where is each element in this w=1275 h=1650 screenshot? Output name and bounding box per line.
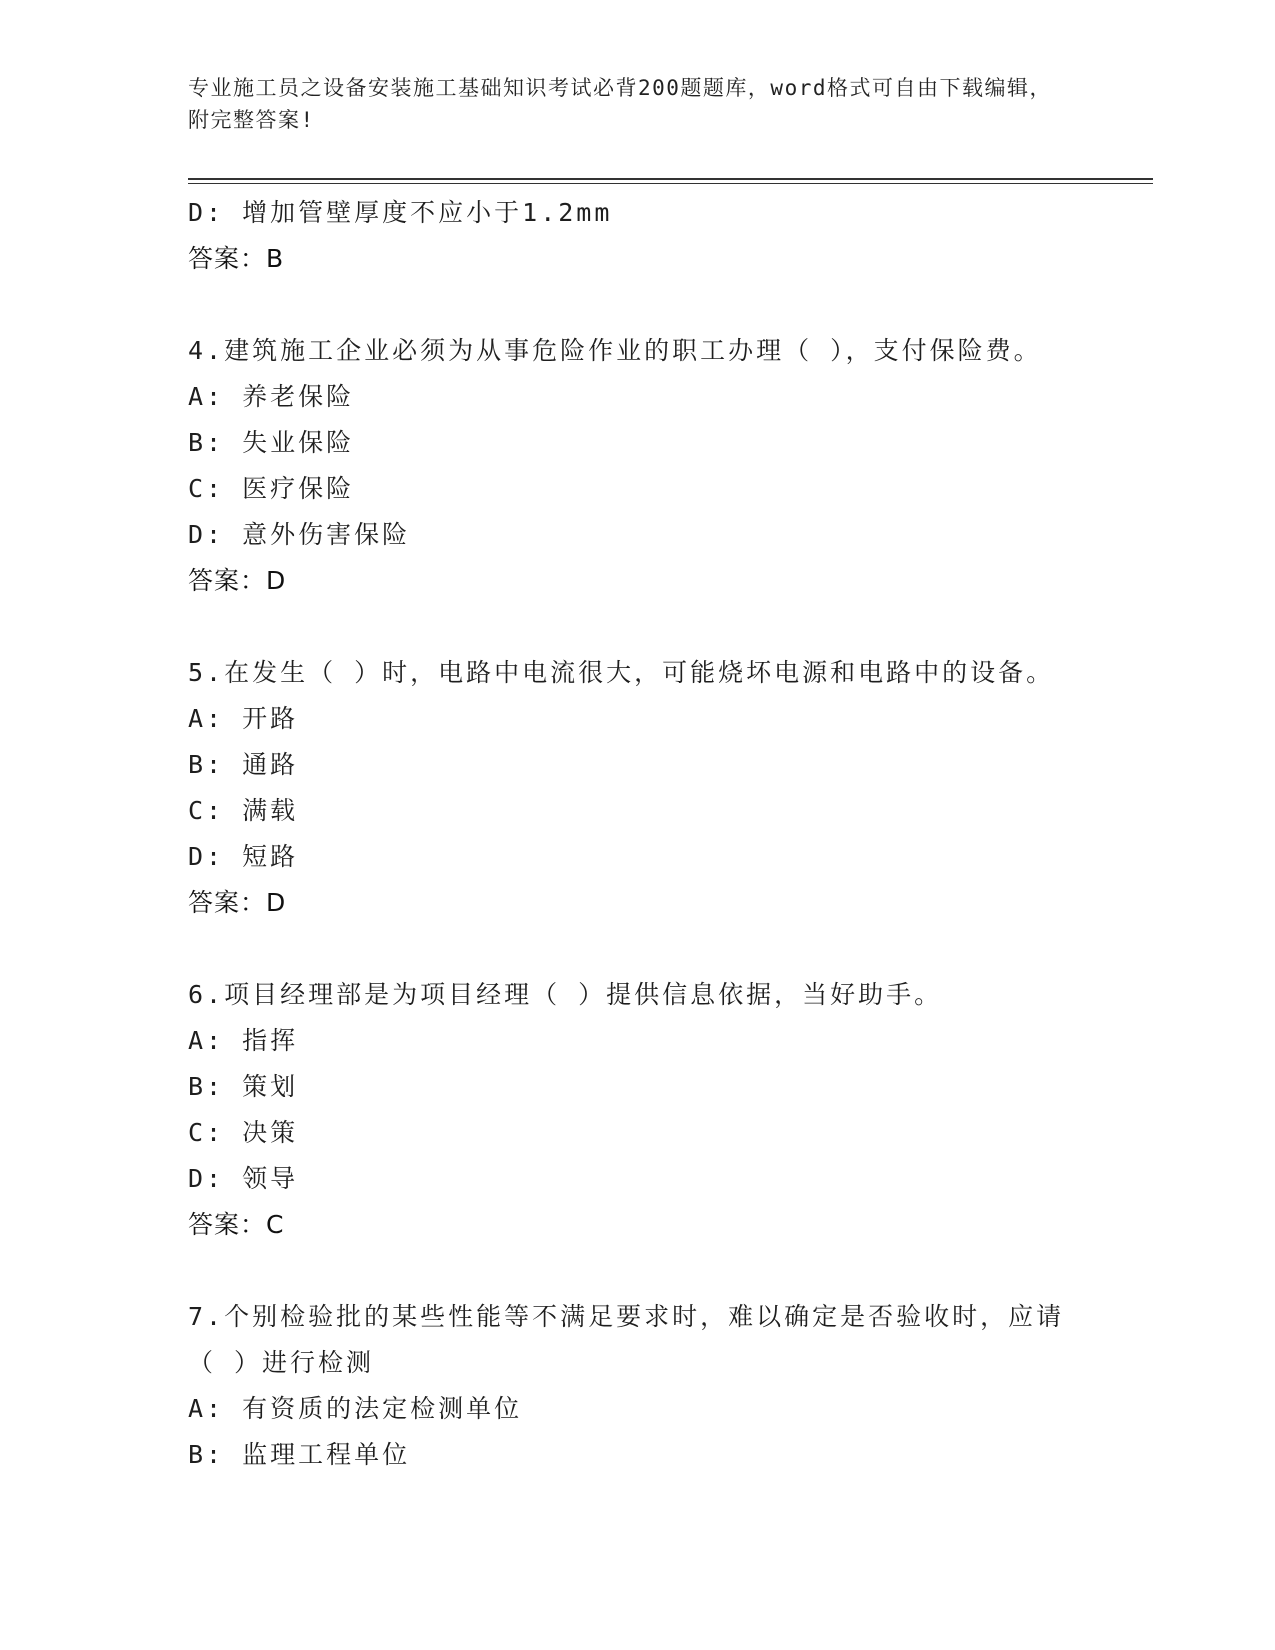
option-d: D: 短路 [188,842,299,871]
question-4 [188,328,1088,604]
header-rule-thick [188,178,1153,180]
option-c: C: 医疗保险 [188,474,355,503]
answer-line: 答案：C [188,1210,285,1239]
answer-line: 答案：B [188,244,285,273]
question-7 [188,1294,1088,1478]
document-content [188,190,1088,1478]
option-a: A: 养老保险 [188,382,355,411]
option-a: A: 指挥 [188,1026,299,1055]
question-text: 6.项目经理部是为项目经理（ ）提供信息依据，当好助手。 [188,980,943,1009]
option-d: D: 领导 [188,1164,299,1193]
document-header: 专业施工员之设备安装施工基础知识考试必背200题题库，word格式可自由下载编辑，附完整答案! [188,76,1052,132]
option-b: B: 策划 [188,1072,299,1101]
option-a: A: 有资质的法定检测单位 [188,1394,523,1423]
question-5 [188,650,1088,926]
answer-line: 答案：D [188,566,287,595]
option-d: D: 意外伤害保险 [188,520,411,549]
option-b: B: 通路 [188,750,299,779]
option-a: A: 开路 [188,704,299,733]
header-rule-thin [188,183,1153,184]
previous-question-tail [188,190,1088,282]
question-text: 7.个别检验批的某些性能等不满足要求时，难以确定是否验收时，应请（ ）进行检测 [188,1302,1065,1377]
question-6 [188,972,1088,1248]
option-d: D: 增加管壁厚度不应小于1.2mm [188,198,613,227]
option-b: B: 失业保险 [188,428,355,457]
question-text: 5.在发生（ ）时，电路中电流很大，可能烧坏电源和电路中的设备。 [188,658,1055,687]
option-c: C: 决策 [188,1118,299,1147]
answer-line: 答案：D [188,888,287,917]
option-b: B: 监理工程单位 [188,1440,411,1469]
question-text: 4.建筑施工企业必须为从事危险作业的职工办理（ ），支付保险费。 [188,336,1042,365]
option-c: C: 满载 [188,796,299,825]
